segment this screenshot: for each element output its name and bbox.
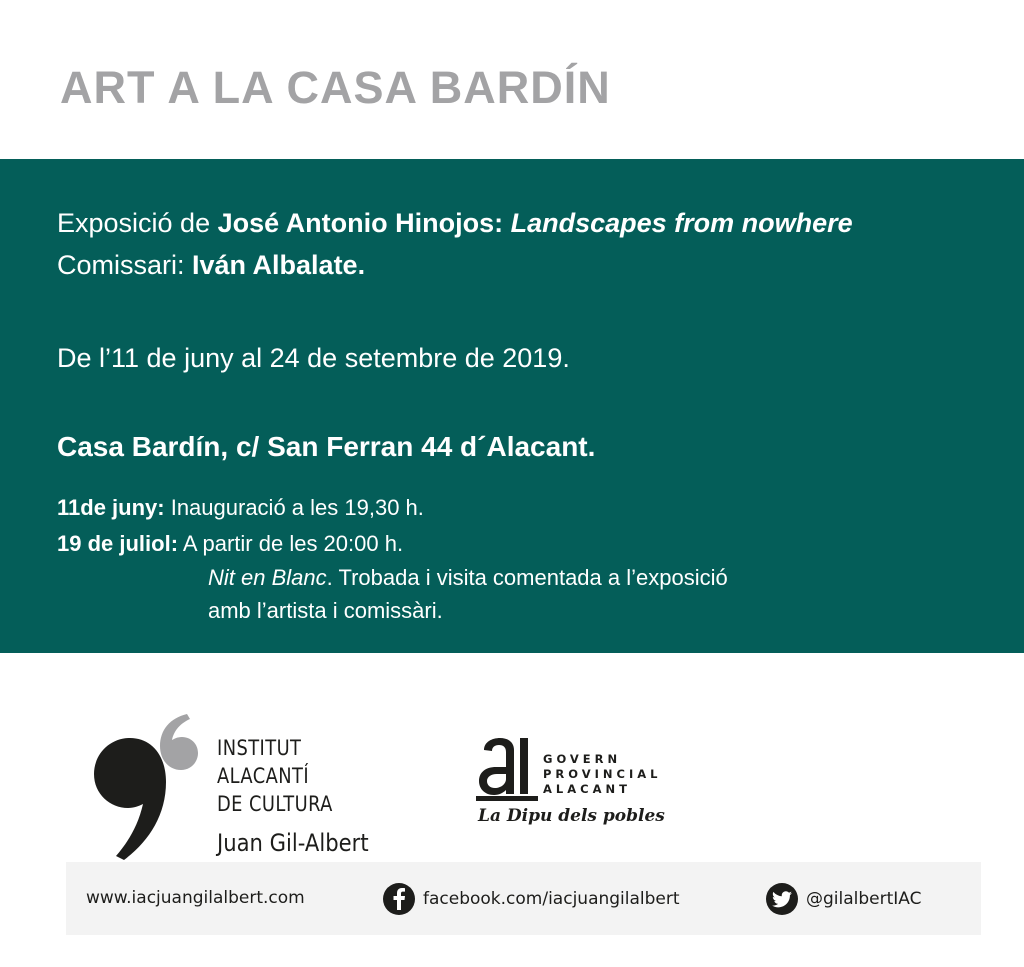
iac-line: INSTITUT bbox=[217, 736, 302, 760]
exhibition-line bbox=[57, 207, 853, 239]
quote-comma-icon bbox=[90, 710, 200, 860]
venue-line: Casa Bardín, c/ San Ferran 44 d´Alacant. bbox=[57, 431, 596, 462]
curator-name: Iván Albalate. bbox=[192, 250, 366, 280]
event-description: . Trobada i visita comentada a l’exposició bbox=[326, 565, 728, 590]
iac-wordmark bbox=[217, 734, 389, 858]
iac-line: DE CULTURA bbox=[217, 792, 333, 816]
dipu-line: PROVINCIAL bbox=[543, 767, 662, 781]
schedule-date: 11de juny: bbox=[57, 495, 165, 520]
schedule-item bbox=[57, 494, 424, 521]
event-name: Nit en Blanc bbox=[208, 565, 327, 590]
iac-name: Juan Gil-Albert bbox=[217, 829, 369, 857]
contact-footer bbox=[66, 862, 981, 935]
dipu-al-logo bbox=[476, 736, 538, 802]
schedule-item bbox=[57, 530, 403, 557]
twitter-icon bbox=[766, 883, 798, 915]
dipu-wordmark bbox=[543, 752, 662, 797]
info-panel bbox=[0, 159, 1024, 653]
schedule-note-continued: amb l’artista i comissàri. bbox=[208, 598, 443, 623]
schedule-note bbox=[208, 564, 728, 591]
schedule-text: Inauguració a les 19,30 h. bbox=[164, 495, 424, 520]
schedule-text: A partir de les 20:00 h. bbox=[178, 531, 404, 556]
facebook-icon bbox=[383, 883, 415, 915]
twitter-text: @gilalbertIAC bbox=[806, 889, 922, 909]
dipu-line: ALACANT bbox=[543, 782, 631, 796]
iac-line: ALACANTÍ bbox=[217, 764, 310, 788]
artist-name: José Antonio Hinojos: bbox=[217, 208, 511, 238]
facebook-link[interactable] bbox=[383, 883, 680, 915]
website-link[interactable]: www.iacjuangilalbert.com bbox=[86, 888, 305, 908]
exhibition-prefix: Exposició de bbox=[57, 208, 218, 238]
curator-line bbox=[57, 249, 365, 281]
dipu-slogan: La Dipu dels pobles bbox=[478, 806, 665, 826]
dates-line: De l’11 de juny al 24 de setembre de 2019. bbox=[57, 343, 570, 373]
page-title: ART A LA CASA BARDÍN bbox=[60, 62, 611, 113]
twitter-link[interactable] bbox=[766, 883, 922, 915]
curator-prefix: Comissari: bbox=[57, 250, 193, 280]
schedule-date: 19 de juliol: bbox=[57, 531, 179, 556]
work-title: Landscapes from nowhere bbox=[510, 208, 853, 238]
facebook-text: facebook.com/iacjuangilalbert bbox=[423, 889, 680, 909]
dipu-line: GOVERN bbox=[543, 752, 622, 766]
